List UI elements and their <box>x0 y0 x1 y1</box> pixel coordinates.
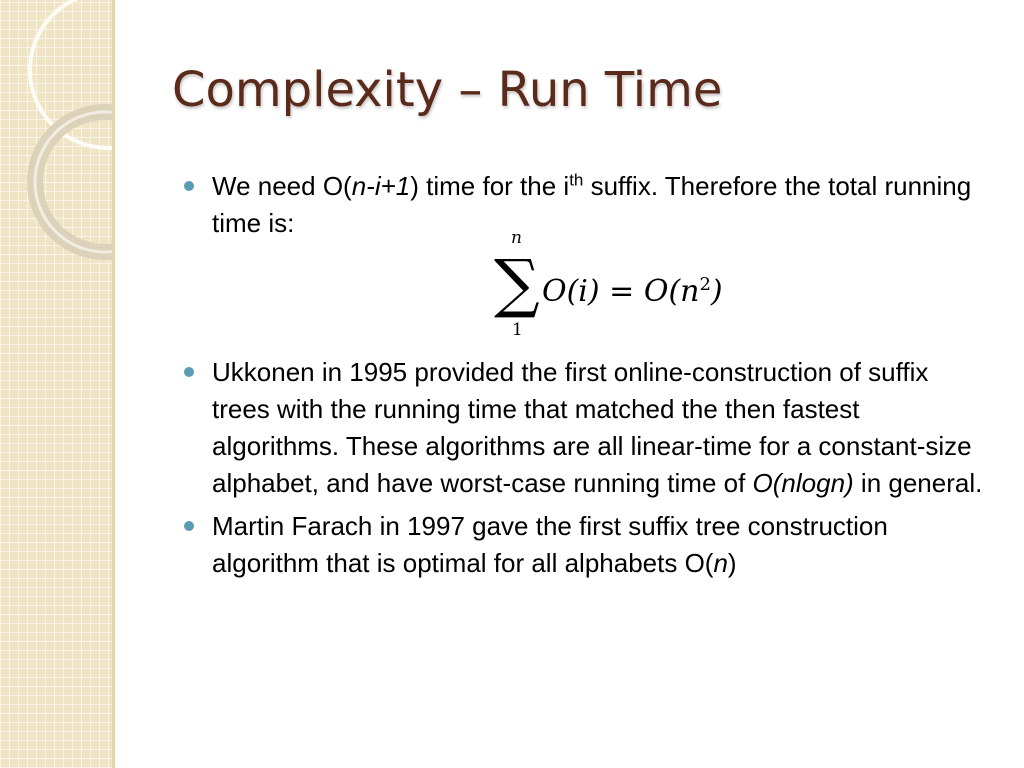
superscript: th <box>569 170 584 190</box>
math-expression: O(nlogn) <box>752 468 854 498</box>
slide-title: Complexity – Run Time <box>172 62 723 118</box>
formula-rhs-base: O(n <box>643 274 700 309</box>
math-variable: n <box>713 548 728 578</box>
bullet-text: We need O( <box>212 171 352 201</box>
formula-rhs-exponent: 2 <box>699 274 711 295</box>
bullet-text: ) <box>727 548 737 578</box>
summation-formula <box>212 228 984 348</box>
bullet-text: ) time for the i <box>410 171 570 201</box>
formula-rhs-close: ) <box>710 274 723 309</box>
formula-equals: = <box>609 274 635 309</box>
sum-upper-limit: n <box>511 228 522 248</box>
sum-lower-limit: 1 <box>512 320 523 340</box>
side-panel-edge <box>112 0 115 768</box>
bullet-marker <box>184 521 194 531</box>
bullet-item-running-time <box>184 168 984 348</box>
formula-expression <box>542 268 723 309</box>
bullet-text: Martin Farach in 1997 gave the first suffix tree construction algorithm that is optimal for all alphabets O( <box>212 511 888 578</box>
decorative-rings <box>0 0 112 260</box>
bullet-list <box>184 168 984 588</box>
bullet-text: suffix. Therefore the total running time is: <box>212 171 972 238</box>
bullet-marker <box>184 367 194 377</box>
math-variable: n-i+1 <box>351 171 411 201</box>
bullet-marker <box>184 181 194 191</box>
bullet-item-ukkonen <box>184 354 984 502</box>
decorative-side-panel <box>0 0 112 768</box>
bullet-text: in general. <box>853 468 983 498</box>
sigma-symbol: ∑ <box>494 247 540 321</box>
formula-lhs: O(i) <box>542 274 600 309</box>
bullet-item-farach <box>184 508 984 582</box>
bullet-text: Ukkonen in 1995 provided the first online-construction of suffix trees with the running time that matched the then fastest algorithms. These algorithms are all linear-time for a constant-size alphabet, and have worst-case running time of <box>212 357 972 498</box>
